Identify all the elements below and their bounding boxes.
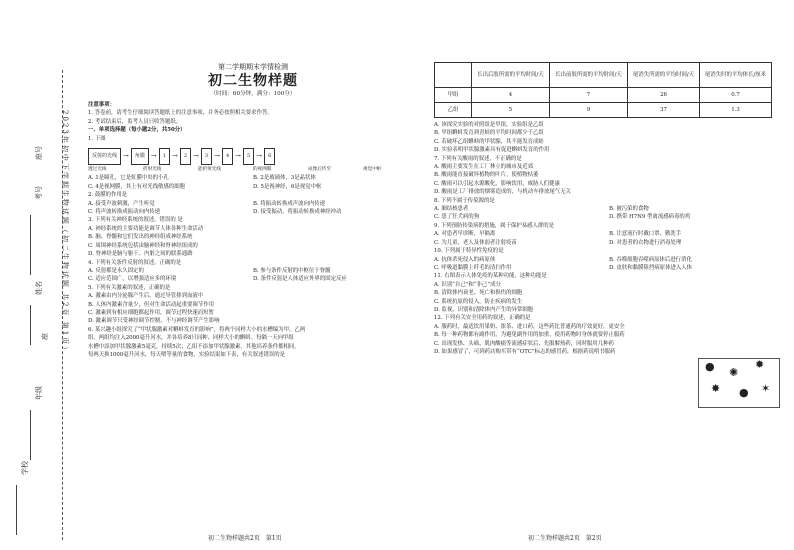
table-header-row — [435, 63, 772, 88]
section-heading: 一、单项选择题（每小题2分，共50分） — [88, 127, 186, 134]
flow-note: 的视网膜 — [253, 167, 272, 173]
flow-box-light: 反射的光线 — [88, 148, 121, 165]
eye-flow-diagram — [88, 145, 418, 167]
cell-icon: ✶ — [761, 382, 771, 395]
question-6-line1: 6. 某兴趣小组探究了“甲状腺激素对蝌蚪发育的影响”，将两个同样大小的水槽编为甲、乙两 — [88, 326, 306, 333]
option[interactable]: A. 服药时，最适饮用果奶、浓茶、进口药，这些药比普通药的疗效更好，更安全 — [434, 323, 625, 330]
option[interactable]: C. 系统抗原的侵入，防止疾病的发生 — [434, 298, 523, 305]
q9-options-row2 — [434, 239, 784, 247]
option[interactable]: A. 反射都是永久固定的 — [88, 267, 144, 274]
table-row — [435, 88, 772, 103]
cell-icon: ✺ — [729, 366, 739, 379]
question-2: 2. 鼓膜的作用是 — [88, 192, 128, 199]
option[interactable]: B. 人体内激素含量少，但对生命活动起重要调节作用 — [88, 301, 214, 308]
option[interactable]: D. 实验表明甲状腺激素具有促进蝌蚪发育的作用 — [434, 147, 550, 154]
table-cell: 9 — [550, 103, 628, 118]
flow-note: 能折射光线 — [198, 167, 221, 173]
arrow-icon: → — [235, 151, 242, 160]
question-1: 1. 下图 — [88, 135, 106, 142]
option[interactable]: C. 若破坏乙组蝌蚪的甲状腺，其不能发育成蛙 — [434, 138, 544, 145]
table-cell: 26 — [628, 88, 700, 103]
question-6-line3: 水槽中添加甲状腺激素5毫克，持续5次；乙组不添加甲状腺激素，其他培养条件都相同。 — [88, 343, 300, 350]
grade-line[interactable] — [30, 410, 31, 460]
option[interactable]: D. 条件反射是人体适应外界的固定反应 — [253, 276, 347, 283]
question-5: 5. 下列有关激素的叙述，正确的是 — [88, 284, 171, 291]
time-note: （时间：60分钟，满分：100分） — [210, 91, 296, 97]
arrow-icon: → — [193, 151, 199, 160]
option[interactable]: C. 将声波转换成振动向内传递 — [88, 209, 161, 216]
question-6-line4: 每两天换1000毫升河水，每天喂等量的食物，实验结果如下表，有关叙述错误的是 — [88, 351, 286, 358]
q10-options-row1 — [434, 256, 784, 264]
question-12: 12. 下列有关安全用药的叙述，正确的是 — [434, 315, 531, 322]
option[interactable]: D. 皮肤和黏膜阻挡病原体进入人体 — [609, 264, 693, 271]
table-header-cell: 长出后肢所需的平均时间/天 — [472, 63, 550, 88]
option[interactable]: C. 周围神经系统包括由脑神经和脊神经组成的 — [88, 242, 198, 249]
flow-note: 折射光线 — [143, 167, 162, 173]
option[interactable]: A. 接受声波刺激，产生听觉 — [88, 200, 155, 207]
flow-note: 视觉中枢 — [363, 167, 382, 173]
question-10: 10. 下列属于特异性免疫的是 — [434, 248, 504, 255]
question-11: 11. 右图表示人体免疫的某种功能，这种功能是 — [434, 273, 547, 280]
question-8: 8. 下列不属于传染源的是 — [434, 197, 495, 204]
option[interactable]: B. 酸雨能直接破坏植物的叶片，使植物枯萎 — [434, 172, 539, 179]
option[interactable]: D. 5是视神经，6是视觉中枢 — [253, 183, 322, 190]
option[interactable]: B. 吞噬细胞吞噬病原体后进行消化 — [609, 256, 692, 263]
note-1: 1. 答卷前，请考生仔细阅读答题纸上的注意事项，并务必按照相关要求作答。 — [88, 110, 273, 117]
arrow-icon: → — [150, 151, 157, 160]
school-line[interactable] — [16, 485, 17, 535]
question-9: 9. 下列预防传染病的措施，属于保护易感人群的是 — [434, 222, 555, 229]
table-cell: 1.3 — [700, 103, 772, 118]
arrow-icon: → — [171, 151, 178, 160]
option[interactable]: B. 将振动转换成声波向内传递 — [253, 200, 326, 207]
option[interactable]: C. 酸雨可以引起水源酸化，影响饮用，威胁人们健康 — [434, 180, 560, 187]
table-header-cell: 尾消失时的平均体长/厘米 — [700, 63, 772, 88]
option[interactable]: A. 神经系统的主要功能是调节人体各种生命活动 — [88, 225, 204, 232]
cell-icon: ✸ — [711, 382, 721, 395]
option[interactable]: B. 注意流行时戴口罩，勤洗手 — [609, 231, 682, 238]
option[interactable]: A. 1是瞳孔，它是虹膜中央的小孔 — [88, 175, 169, 182]
table-cell: 乙组 — [435, 103, 472, 118]
table-header-cell: 尾消失所需的平均时间/天 — [628, 63, 700, 88]
q10-options-row2 — [434, 264, 784, 272]
q4-options-row1 — [88, 267, 418, 275]
exam-number-line[interactable] — [30, 215, 31, 275]
table-cell: 4 — [472, 88, 550, 103]
option[interactable]: C. 出现发热、头痛、肌肉酸痛等流感症状后，先服解热药，同时服用几种药 — [434, 340, 614, 347]
exam-title: 初二生物样题 — [208, 73, 298, 89]
option[interactable]: B. 2是玻璃体，3是晶状体 — [253, 175, 316, 182]
arrow-icon: → — [123, 151, 129, 160]
note-2: 2. 考试结束后，监考人员只收答题纸。 — [88, 118, 182, 125]
option[interactable]: A. 对患者早诊断，早隔离 — [434, 231, 496, 238]
option[interactable]: C. 适应范围广，以增强适应多的环境 — [88, 276, 177, 283]
option[interactable]: A. 抗体杀死侵入的病原体 — [434, 256, 496, 263]
option[interactable]: A. 酸雨主要发生在工厂林立的城市及近郊 — [434, 164, 533, 171]
flow-box-3: 3 — [201, 148, 212, 165]
option[interactable]: B. 脑、脊髓和它们发出的神经组成神经系统 — [88, 234, 193, 241]
option[interactable]: B. 被污染的食物 — [609, 206, 649, 213]
table-cell: 5 — [472, 103, 550, 118]
option[interactable]: A. 该探究实验的对照组是甲组，实验组是乙组 — [434, 122, 544, 128]
arrow-icon: → — [256, 151, 263, 160]
school-label: 学校 — [21, 461, 29, 475]
name-line[interactable] — [30, 305, 31, 345]
flow-note: 透过光线 — [88, 167, 107, 173]
table-row — [435, 103, 772, 118]
cut-line — [62, 70, 63, 540]
exam-subtitle: 第二学期期末学情检测 — [218, 63, 288, 71]
q2-options-row2 — [88, 208, 418, 216]
option[interactable]: C. 4是视网膜，其上有对光线敏感的细胞 — [88, 183, 186, 190]
flow-box-1: 1 — [159, 148, 170, 165]
table-cell: 37 — [628, 103, 700, 118]
option[interactable]: B. 参与条件反射的中枢位于脊髓 — [253, 267, 331, 274]
q8-options-row2 — [434, 213, 784, 221]
option[interactable]: C. 患了狂犬病的狗 — [434, 214, 480, 221]
flow-note: 成像后传至 — [308, 167, 331, 173]
option[interactable]: A. 识别“自己”和“非己”成分 — [434, 281, 501, 288]
option[interactable]: C. 激素到有相应细胞都起作用，调节过程快速而短暂 — [88, 309, 214, 316]
table-cell: 0.7 — [700, 88, 772, 103]
option[interactable]: D. 接受振动，将振动转换成神经冲动 — [253, 209, 342, 216]
flow-box-cornea: 角膜 — [131, 148, 149, 165]
option[interactable]: B. 甲组蝌蚪发育到青蛙的平均时间都少于乙组 — [434, 130, 544, 137]
cell-icon: ● — [739, 386, 749, 399]
option[interactable]: D. 酸雨是工厂排放的烟雾造成的，与机动车排放尾气无关 — [434, 189, 571, 196]
option[interactable]: A. 肺结核患者 — [434, 206, 469, 213]
page-one — [88, 60, 418, 359]
flow-notes — [88, 166, 418, 174]
q8-options-row1 — [434, 205, 784, 213]
option[interactable]: D. 如果感冒了，可到药店购买带有“OTC”标志的感冒药，根据药说明书服药 — [434, 348, 616, 355]
q4-options-row2 — [88, 275, 418, 283]
table-header-cell — [435, 63, 472, 88]
seat-top-label: 座号 — [35, 146, 43, 160]
arrow-icon: → — [214, 151, 220, 160]
question-3: 3. 下列有关神经系统的叙述，错误的 是 — [88, 217, 183, 224]
results-table — [434, 62, 772, 118]
flow-box-2: 2 — [180, 148, 191, 165]
option[interactable]: D. 激素调节只受神经调节控制，不与神经调节产生影响 — [88, 318, 220, 325]
option[interactable]: D. 携带 H7N9 型禽流感病毒的鸡 — [609, 214, 691, 221]
question-7: 7. 下列有关酸雨的叙述，不正确的是 — [434, 155, 522, 162]
q2-options-row1 — [88, 200, 418, 208]
option[interactable]: D. 脊神经是脑与躯干、内脏之间的联系通路 — [88, 251, 193, 258]
cell-icon: ✹ — [755, 358, 765, 371]
option[interactable]: B. 每一种药物都有副作用，为避免副作用的加重，使用药物时身体就要停止服药 — [434, 332, 625, 339]
grade-label: 年级 — [35, 386, 43, 400]
flow-box-4: 4 — [222, 148, 233, 165]
q9-options-row1 — [434, 230, 784, 238]
notes-heading: 注意事项： — [88, 102, 115, 108]
page-two-footer: 初二生物样题共2页 第2页 — [528, 535, 602, 542]
table-cell: 7 — [550, 88, 628, 103]
option[interactable]: C. 呼吸道黏膜上纤毛的清扫作用 — [434, 264, 512, 271]
option[interactable]: A. 激素由内分泌腺产生后，通过导管排到血液中 — [88, 293, 204, 300]
cell-icon: ● — [705, 360, 715, 373]
option[interactable]: C. 为儿童、老人及体弱者注射疫苗 — [434, 239, 517, 246]
q1-options-row1 — [88, 174, 418, 182]
exam-number-label: 考号 — [35, 186, 43, 200]
side-header-text: 2023年初中下学期生物试题（初二生物试题 共2页 第1页） — [61, 110, 69, 356]
seat-label: 座 — [41, 333, 49, 340]
question-6-line2: 组，两组均注入2000毫升河水，并各培养8只同种、同样大小的蝌蚪。每隔一天向甲组 — [88, 335, 294, 342]
option[interactable]: D. 监视、识别和清除体内产生的异常细胞 — [434, 306, 534, 313]
table-cell: 甲组 — [435, 88, 472, 103]
question-4: 4. 下列有关条件反射的叙述，正确的是 — [88, 259, 182, 266]
name-label: 姓名 — [35, 281, 43, 295]
page-two — [434, 62, 784, 399]
immune-illustration — [698, 358, 780, 408]
binding-strip — [0, 0, 80, 550]
flow-box-5: 5 — [243, 148, 254, 165]
flow-box-6: 6 — [264, 148, 275, 165]
option[interactable]: D. 对患者的衣物进行消毒处理 — [609, 239, 682, 246]
table-header-cell: 长出前肢所需的平均时间/天 — [550, 63, 628, 88]
page-one-footer: 初二生物样题共2页 第1页 — [208, 535, 282, 542]
q1-options-row2 — [88, 183, 418, 191]
option[interactable]: B. 清除体内衰老、死亡和损伤的细胞 — [434, 290, 523, 297]
